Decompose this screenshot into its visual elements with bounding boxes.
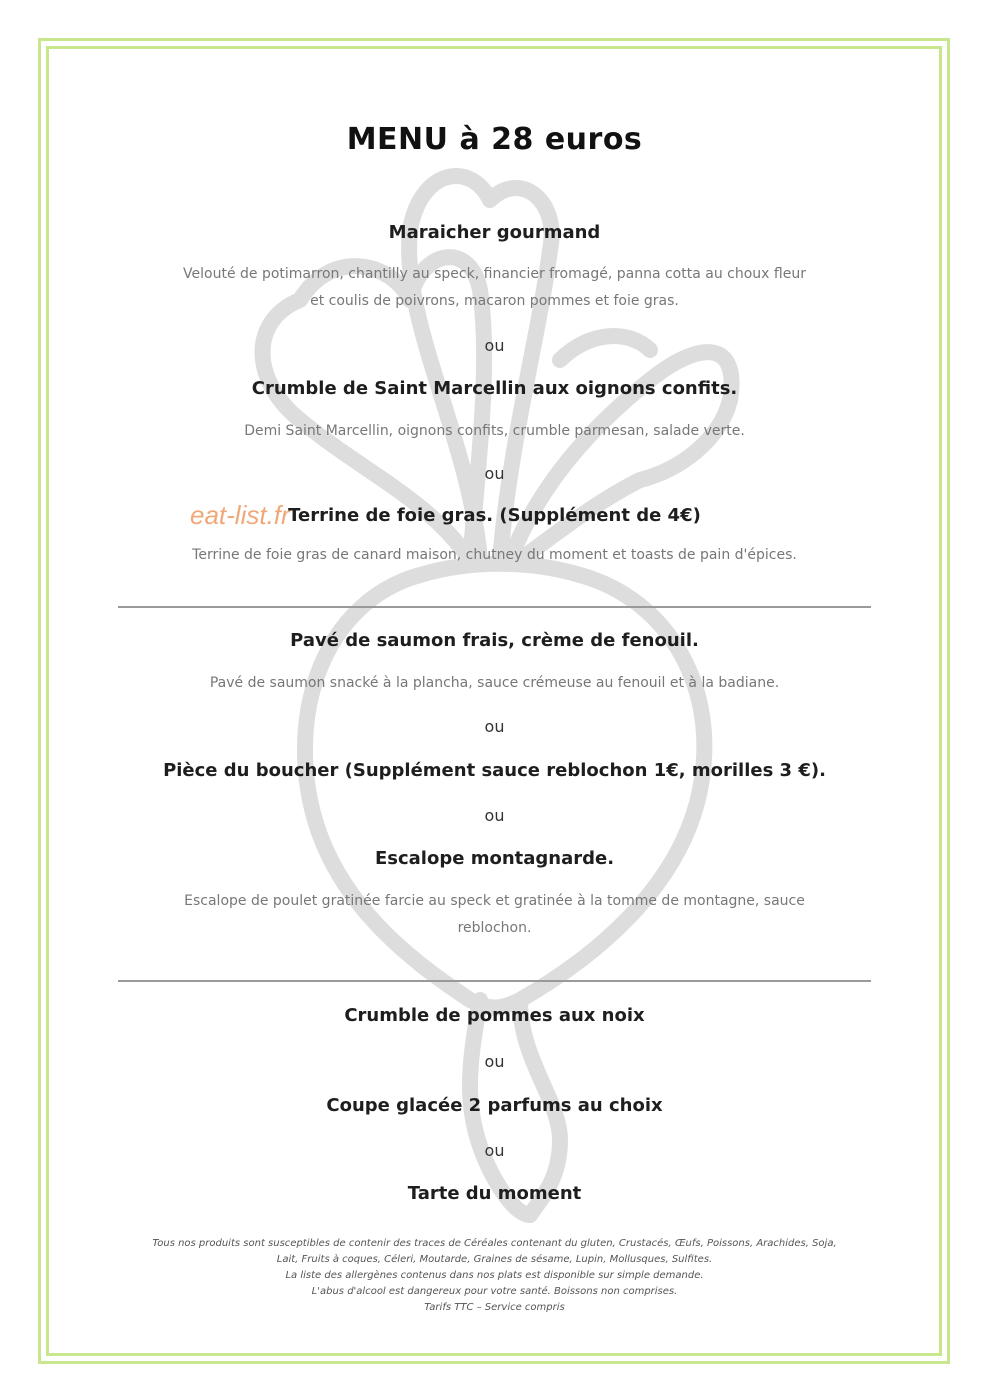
dish-name: Tarte du moment xyxy=(407,1183,582,1204)
dish-name: Maraicher gourmand xyxy=(388,222,601,243)
menu-title: MENU à 28 euros xyxy=(346,122,643,157)
dish-description: Pavé de saumon snacké à la plancha, sauce crémeuse au fenouil et à la badiane. xyxy=(209,675,780,691)
dish-description: et coulis de poivrons, macaron pommes et foie gras. xyxy=(310,293,679,309)
footer-allergens-line: Lait, Fruits à coques, Céleri, Moutarde, Graines de sésame, Lupin, Mollusques, Sulfites. xyxy=(276,1254,713,1265)
dish-description: Velouté de potimarron, chantilly au speck, financier fromagé, panna cotta au choux fleur xyxy=(183,266,806,282)
separator-ou: ou xyxy=(484,717,505,736)
separator-ou: ou xyxy=(484,1141,505,1160)
watermark-text: eat-list.fr xyxy=(190,500,290,530)
dish-description: Terrine de foie gras de canard maison, chutney du moment et toasts de pain d'épices. xyxy=(192,547,797,563)
footer-alcohol-line: L'abus d'alcool est dangereux pour votre santé. Boissons non comprises. xyxy=(311,1286,678,1297)
separator-ou: ou xyxy=(484,806,505,825)
dish-name: Crumble de pommes aux noix xyxy=(344,1005,645,1026)
dish-description: Demi Saint Marcellin, oignons confits, crumble parmesan, salade verte. xyxy=(244,423,745,439)
dish-name: Pièce du boucher (Supplément sauce reblochon 1€, morilles 3 €). xyxy=(163,760,826,781)
separator-ou: ou xyxy=(484,336,505,355)
footer-allergens-line: La liste des allergènes contenus dans nos plats est disponible sur simple demande. xyxy=(285,1270,704,1281)
dish-name: Escalope montagnarde. xyxy=(374,848,615,869)
dish-name: Crumble de Saint Marcellin aux oignons confits. xyxy=(251,378,738,399)
dish-description: reblochon. xyxy=(457,920,532,936)
section-divider xyxy=(118,606,871,608)
footer-allergens-line: Tous nos produits sont susceptibles de contenir des traces de Céréales contenant du gluten, Crustacés, Œufs, Poissons, Arachides, Soja, xyxy=(152,1238,837,1249)
separator-ou: ou xyxy=(484,1052,505,1071)
section-divider xyxy=(118,980,871,982)
dish-name: Coupe glacée 2 parfums au choix xyxy=(326,1095,663,1116)
separator-ou: ou xyxy=(484,464,505,483)
dish-name: Pavé de saumon frais, crème de fenouil. xyxy=(290,630,699,651)
dish-description: Escalope de poulet gratinée farcie au speck et gratinée à la tomme de montagne, sauce xyxy=(184,893,805,909)
dish-name: Terrine de foie gras. (Supplément de 4€) xyxy=(288,505,701,526)
footer-pricing-line: Tarifs TTC – Service compris xyxy=(424,1302,565,1313)
